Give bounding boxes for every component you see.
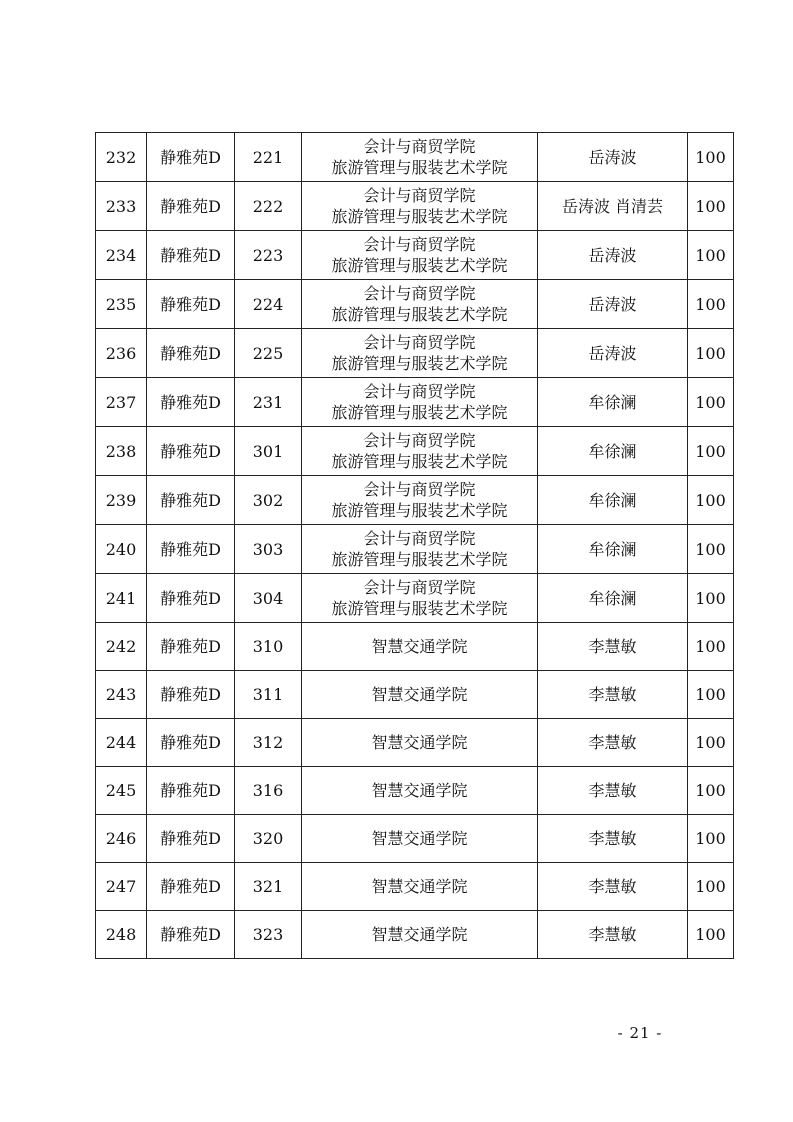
college-cell [302,280,538,329]
room-number-cell: 323 [235,911,302,959]
college-name: 会计与商贸学院 [363,186,476,205]
score-cell: 100 [688,280,734,329]
college-cell [302,863,538,911]
person-in-charge-cell: 岳涛波 肖清芸 [538,182,688,231]
person-in-charge-cell: 岳涛波 [538,231,688,280]
building-cell: 静雅苑D [147,815,235,863]
college-name: 会计与商贸学院 [363,137,476,156]
table-row [96,280,734,329]
college-name: 旅游管理与服装艺术学院 [331,207,508,226]
row-number-cell: 240 [96,525,147,574]
building-cell: 静雅苑D [147,671,235,719]
college-name: 会计与商贸学院 [363,333,476,352]
row-number-cell: 247 [96,863,147,911]
college-cell [302,133,538,182]
building-cell: 静雅苑D [147,574,235,623]
row-number-cell: 233 [96,182,147,231]
person-in-charge-cell: 李慧敏 [538,623,688,671]
college-name: 旅游管理与服装艺术学院 [331,452,508,471]
room-number-cell: 221 [235,133,302,182]
room-number-cell: 304 [235,574,302,623]
college-name: 旅游管理与服装艺术学院 [331,305,508,324]
table-row [96,767,734,815]
college-cell [302,525,538,574]
score-cell: 100 [688,671,734,719]
person-in-charge-cell: 牟徐澜 [538,525,688,574]
table-row [96,525,734,574]
room-number-cell: 231 [235,378,302,427]
building-cell: 静雅苑D [147,182,235,231]
person-in-charge-cell: 岳涛波 [538,329,688,378]
college-name: 旅游管理与服装艺术学院 [331,354,508,373]
building-cell: 静雅苑D [147,525,235,574]
college-cell [302,182,538,231]
table-row [96,815,734,863]
college-name: 会计与商贸学院 [363,480,476,499]
score-cell: 100 [688,427,734,476]
college-name: 智慧交通学院 [371,637,468,656]
row-number-cell: 244 [96,719,147,767]
score-cell: 100 [688,329,734,378]
score-cell: 100 [688,623,734,671]
college-name: 智慧交通学院 [371,733,468,752]
room-number-cell: 301 [235,427,302,476]
building-cell: 静雅苑D [147,863,235,911]
college-name: 旅游管理与服装艺术学院 [331,550,508,569]
table-row [96,378,734,427]
person-in-charge-cell: 牟徐澜 [538,476,688,525]
college-cell [302,378,538,427]
table-row [96,863,734,911]
table-row [96,231,734,280]
table-row [96,671,734,719]
score-cell: 100 [688,767,734,815]
room-number-cell: 310 [235,623,302,671]
table-row [96,182,734,231]
room-number-cell: 222 [235,182,302,231]
college-name: 旅游管理与服装艺术学院 [331,403,508,422]
room-number-cell: 302 [235,476,302,525]
score-cell: 100 [688,378,734,427]
building-cell: 静雅苑D [147,378,235,427]
row-number-cell: 232 [96,133,147,182]
college-name: 旅游管理与服装艺术学院 [331,256,508,275]
row-number-cell: 236 [96,329,147,378]
score-cell: 100 [688,182,734,231]
row-number-cell: 234 [96,231,147,280]
table-row [96,623,734,671]
row-number-cell: 242 [96,623,147,671]
college-name: 旅游管理与服装艺术学院 [331,501,508,520]
row-number-cell: 235 [96,280,147,329]
room-number-cell: 303 [235,525,302,574]
table-body [96,133,734,959]
row-number-cell: 238 [96,427,147,476]
college-name: 智慧交通学院 [371,925,468,944]
college-name: 旅游管理与服装艺术学院 [331,599,508,618]
college-name: 会计与商贸学院 [363,382,476,401]
score-cell: 100 [688,525,734,574]
person-in-charge-cell: 牟徐澜 [538,574,688,623]
building-cell: 静雅苑D [147,427,235,476]
building-cell: 静雅苑D [147,280,235,329]
college-name: 智慧交通学院 [371,829,468,848]
college-cell [302,671,538,719]
row-number-cell: 241 [96,574,147,623]
score-cell: 100 [688,911,734,959]
building-cell: 静雅苑D [147,911,235,959]
score-cell: 100 [688,719,734,767]
college-name: 智慧交通学院 [371,877,468,896]
row-number-cell: 239 [96,476,147,525]
person-in-charge-cell: 李慧敏 [538,911,688,959]
college-cell [302,574,538,623]
building-cell: 静雅苑D [147,476,235,525]
person-in-charge-cell: 岳涛波 [538,133,688,182]
person-in-charge-cell: 岳涛波 [538,280,688,329]
table-row [96,329,734,378]
row-number-cell: 237 [96,378,147,427]
building-cell: 静雅苑D [147,133,235,182]
college-cell [302,767,538,815]
college-name: 智慧交通学院 [371,685,468,704]
college-name: 会计与商贸学院 [363,578,476,597]
college-cell [302,719,538,767]
person-in-charge-cell: 牟徐澜 [538,427,688,476]
score-cell: 100 [688,863,734,911]
college-cell [302,427,538,476]
college-name: 会计与商贸学院 [363,529,476,548]
room-number-cell: 320 [235,815,302,863]
score-cell: 100 [688,133,734,182]
college-name: 智慧交通学院 [371,781,468,800]
person-in-charge-cell: 李慧敏 [538,767,688,815]
room-number-cell: 223 [235,231,302,280]
person-in-charge-cell: 李慧敏 [538,671,688,719]
page-number: - 21 - [617,1024,663,1042]
table-row [96,719,734,767]
college-name: 会计与商贸学院 [363,431,476,450]
building-cell: 静雅苑D [147,231,235,280]
dormitory-table [95,132,734,959]
person-in-charge-cell: 李慧敏 [538,719,688,767]
college-cell [302,623,538,671]
room-number-cell: 316 [235,767,302,815]
score-cell: 100 [688,574,734,623]
person-in-charge-cell: 李慧敏 [538,863,688,911]
building-cell: 静雅苑D [147,767,235,815]
score-cell: 100 [688,815,734,863]
building-cell: 静雅苑D [147,719,235,767]
room-number-cell: 225 [235,329,302,378]
college-name: 会计与商贸学院 [363,284,476,303]
row-number-cell: 243 [96,671,147,719]
person-in-charge-cell: 李慧敏 [538,815,688,863]
score-cell: 100 [688,476,734,525]
building-cell: 静雅苑D [147,623,235,671]
college-cell [302,231,538,280]
room-number-cell: 224 [235,280,302,329]
table-row [96,476,734,525]
college-cell [302,815,538,863]
college-cell [302,329,538,378]
building-cell: 静雅苑D [147,329,235,378]
table-row [96,133,734,182]
college-cell [302,476,538,525]
row-number-cell: 248 [96,911,147,959]
room-number-cell: 321 [235,863,302,911]
person-in-charge-cell: 牟徐澜 [538,378,688,427]
score-cell: 100 [688,231,734,280]
table-row [96,574,734,623]
college-cell [302,911,538,959]
table-row [96,427,734,476]
college-name: 旅游管理与服装艺术学院 [331,158,508,177]
table-row [96,911,734,959]
room-number-cell: 311 [235,671,302,719]
college-name: 会计与商贸学院 [363,235,476,254]
room-number-cell: 312 [235,719,302,767]
row-number-cell: 245 [96,767,147,815]
row-number-cell: 246 [96,815,147,863]
